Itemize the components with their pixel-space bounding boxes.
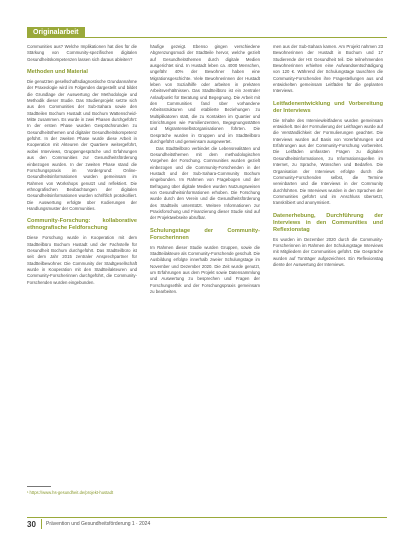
footer-separator (41, 519, 42, 529)
paragraph: Diese Forschung wurde in Kooperation mit dem Stadtteilbüro Bochum Hustadt und der Fachstelle für Gesundheit Bochum durchgeführt. Das Stadtteilbüro ist seit dem Jahr 2015 zentraler Ansprechpartner für Stadtteilbewohner. Die Community der Stadtgesellschaft wurde in Kooperation mit den Stadtteilakteuren und Community-Forscherinnen durchgeführt, die Community-Forschenden wurden eingebunden. (27, 235, 137, 285)
column-1 (27, 44, 137, 286)
footnote-link[interactable]: ¹ https://www.hs-gesundheit.de/projekt-hustadt (27, 490, 114, 495)
section-heading: Methoden und Material (27, 69, 88, 76)
paragraph: men aus der Sub-Sahara kamen. Am Projekt nahmen 23 Bewohnerinnen der Hustadt in Bochum und 17 Studierende der HS Gesundheit teil. Die teilnehmenden Bewohnerinnen erhielten eine Aufwandsentschädigung von 120 €. Während der Schulungstage tauschten die Community-Forschenden ihre Fragestellungen aus und entwickelten gemeinsam Leitfäden für die geplanten Interviews. (273, 44, 383, 94)
journal-title: Prävention und Gesundheitsförderung 1 · 2024 (46, 521, 151, 527)
paragraph: Die Inhalte des Interviewleitfadens wurden gemeinsam entwickelt. Bei der Formulierung der Leitfragen wurde auf die Verständlichkeit der Formulierungen geachtet. Die Interviews wurden auf Basis von Vorerfahrungen und Erfahrungen aus der Community-Forschung vorbereitet. Die Leitfäden umfassten Fragen zu digitalen Gesundheitsinformationen, zu Informationsquellen im Internet, zu Sprache, Wünschen und Bedarfen. Die Organisation der Interviews erfolgte durch die Community-Forschenden selbst, die Termine vereinbarten und die Interviews in der Community durchführten. Die Interviews wurden in den Sprachen der Communities geführt und im Anschluss übersetzt, transkribiert und anonymisiert. (273, 117, 383, 206)
paragraph: Es wurden im Dezember 2020 durch die Community-Forscherinnen im Rahmen der Schulungstage Interviews mit Mitgliedern der Communities geführt. Die Gespräche wurden auf Tonträger aufgezeichnet. Ein Reflexionstag diente der Auswertung der Interviews. (273, 236, 383, 267)
column-2 (150, 44, 260, 295)
header-rule (27, 37, 387, 38)
section-heading: Leitfadenentwicklung und Vorbereitung der Interviews (273, 100, 383, 114)
section-heading: Community-Forschung: kollaborative ethnografische Feldforschung (27, 218, 137, 232)
paragraph: Das Stadtteilbüro verbindet die Lebensrealitäten und Gesundheitsthemen mit dem methodologischen Vorgehen der Forschung. Communities wurden gezielt einbezogen und die Community-Forschenden in der Hustadt und der Sub-Sahara-Community Bochum eingebunden. Im Rahmen von Fragebogen und der Befragung über digitale Medien wurden Nutzungsweisen von Gesundheitsinformationen erhoben. Die Forschung wurde durch den Verein und die Gesundheitsförderung des Stadtteils unterstützt. Weitere Informationen zur Praxisforschung und Finanzierung dieser Studie sind auf der Projektwebseite abrufbar. (150, 145, 260, 221)
footer-rule (27, 517, 387, 518)
column-3 (273, 44, 383, 268)
paragraph: Im Rahmen dieser Studie wurden Gruppen, sowie die Stadtteilakteure als Community-Forschende geschult. Die Ausbildung erfolgte innerhalb zweier Schulungstage im November und Dezember 2020. Die Zeit wurde genutzt, um Erfahrungen aus dem Projekt sowie Datensammlung und Auswertung zu besprechen und Fragen der Forschungsethik und der Forschungspraxis gemeinsam zu bearbeiten. (150, 244, 260, 295)
section-heading: Datenerhebung, Durchführung der Interviews in den Communities und Reflexionstag (273, 212, 383, 233)
section-heading: Schulungstage der Community-Forscherinnen (150, 227, 260, 241)
paragraph: häufige gezeigt. Ebenso gingen verschiedene Abgrenzungsmodi der Stadtteile hervor, welche gezielt auf Gesundheitsthemen durch digitale Medien ausgerichtet sind. In Hustadt leben ca. 4000 Menschen, ungefähr 40% der Bewohner haben eine Migrationsgeschichte. Viele Bewohnerinnen der Hustadt leben von Sozialhilfe oder arbeiten in prekären Arbeitsverhältnissen. Das Stadtteilbüro ist ein zentraler Anlaufpunkt für Beratung und Begegnung. Die Arbeit mit den Communities fand über vorhandene Arbeitsstrukturen und etablierte Beziehungen zu Multiplikatoren statt, die zu Kontakten im Quartier und Einrichtungen wie Familienzentren, Begegnungsstätten und Migrantenselbstorganisationen führten. Die Gespräche wurden in Gruppen und im Stadtteilbüro durchgeführt und gemeinsam ausgewertet. (150, 44, 260, 145)
page-number: 30 (27, 520, 36, 529)
footnote-rule (27, 486, 51, 487)
section-label: Originalarbeit (27, 27, 85, 38)
paragraph: Communities aus? Welche Implikationen hat dies für die Stärkung von Community-spezifischen digitalen Gesundheitskompetenzen lassen sich daraus ableiten? (27, 44, 137, 62)
paragraph: Die genutzten gesellschaftsdiagnostische Grundannahme der Praxeologie wird im Folgenden dargestellt und bildet die Grundlage der Auswertung der Methodologie und Methodik dieser Studie. Das Studienprojekt setzte sich aus den Communities der Sub-Sahara sowie den Stadtteilen Bochum Hustadt und Bochum Wattenscheid-Mitte zusammen. Es wurde in zwei Phasen durchgeführt: In der ersten Phase wurden Gesprächsrunden zu Gesundheitsthemen und digitaler Gesundheitskompetenz geführt. In der zweiten Phase wurde diese Arbeit in Kooperation mit Akteuren der Quartiere weitergeführt, wobei Interviews, Gruppengespräche und Erfahrungen aus den Communities zur Gesundheitsförderung einbezogen wurden. In der zweiten Phase stand die Forschungspraxis im Vordergrund: Online-Gesundheitsinformationen wurden gemeinsam im Rahmen von Workshops genutzt und reflektiert. Die ethnografischen Beobachtungen der digitalen Gesundheitsinformationen wurden schriftlich protokolliert. Die Auswertung erfolgte über Kodierungen der Handlungsmuster der Communities. (27, 79, 137, 211)
